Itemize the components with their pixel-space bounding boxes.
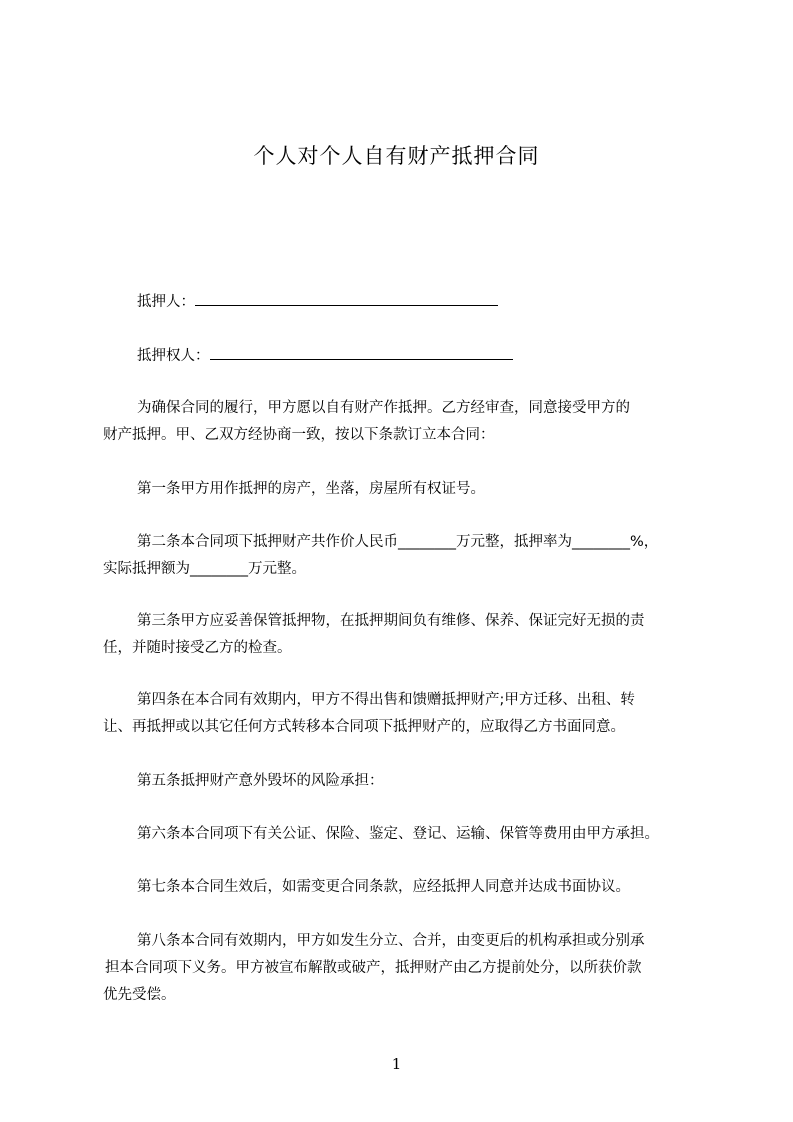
intro-line-2: 财产抵押。甲、乙双方经协商一致，按以下条款订立本合同：: [103, 427, 495, 443]
article-3-line-2: 任，并随时接受乙方的检查。: [103, 640, 292, 656]
article-5: 第五条抵押财产意外毁坏的风险承担：: [137, 773, 384, 789]
article-2-line-1: 第二条本合同项下抵押财产共作价人民币________万元整，抵押率为________%，: [137, 534, 659, 550]
article-8-line-1: 第八条本合同有效期内，甲方如发生分立、合并，由变更后的机构承担或分别承: [137, 933, 645, 949]
page-number: 1: [391, 1055, 402, 1073]
mortgagor-line: [137, 291, 737, 312]
mortgagee-label: 抵押权人：: [137, 348, 210, 364]
mortgagee-line: [137, 345, 737, 366]
article-7: 第七条本合同生效后，如需变更合同条款，应经抵押人同意并达成书面协议。: [137, 879, 630, 895]
intro-line-1: 为确保合同的履行，甲方愿以自有财产作抵押。乙方经审查，同意接受甲方的: [137, 400, 630, 416]
mortgagor-blank: [195, 291, 498, 306]
mortgagee-blank: [210, 345, 513, 360]
article-8-line-2: 担本合同项下义务。甲方被宣布解散或破产，抵押财产由乙方提前处分，以所获价款: [105, 960, 642, 976]
document-title: 个人对个人自有财产抵押合同: [253, 144, 540, 168]
article-1: 第一条甲方用作抵押的房产，坐落，房屋所有权证号。: [137, 481, 485, 497]
article-2-line-2: 实际抵押额为________万元整。: [103, 561, 306, 577]
article-8-line-3: 优先受偿。: [103, 987, 176, 1003]
article-4-line-2: 让、再抵押或以其它任何方式转移本合同项下抵押财产的，应取得乙方书面同意。: [103, 719, 625, 735]
article-3-line-1: 第三条甲方应妥善保管抵押物，在抵押期间负有维修、保养、保证完好无损的责: [137, 613, 645, 629]
article-6: 第六条本合同项下有关公证、保险、鉴定、登记、运输、保管等费用由甲方承担。: [137, 826, 659, 842]
mortgagor-label: 抵押人：: [137, 294, 195, 310]
article-4-line-1: 第四条在本合同有效期内，甲方不得出售和馈赠抵押财产;甲方迁移、出租、转: [137, 692, 635, 708]
